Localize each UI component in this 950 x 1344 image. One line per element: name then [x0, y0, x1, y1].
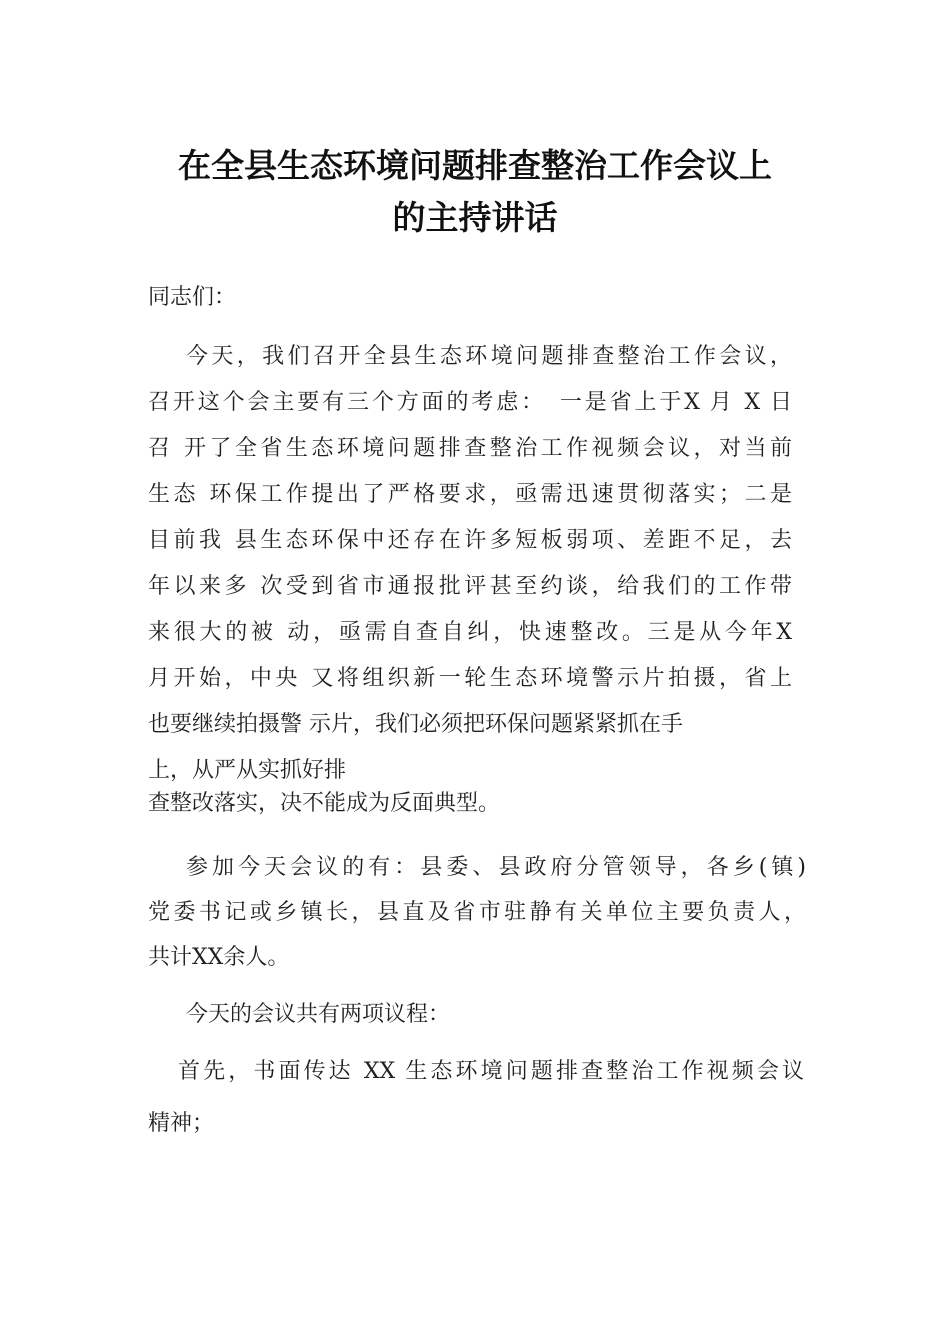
document-title-line-1: 在全县生态环境问题排查整治工作会议上	[178, 146, 772, 185]
paragraph-1-line: 目前我 县生态环保中还存在许多短板弱项、差距不足，去	[148, 528, 792, 553]
paragraph-1-line: 查整改落实，决不能成为反面典型。	[148, 791, 501, 816]
paragraph-2-line: 党委书记或乡镇长，县直及省市驻静有关单位主要负责人，	[148, 900, 806, 925]
paragraph-1-line: 月开始，中央 又将组织新一轮生态环境警示片拍摄，省上	[148, 666, 792, 691]
document-title-line-2: 的主持讲话	[392, 198, 558, 237]
paragraph-1-line: 召 开了全省生态环境问题排查整治工作视频会议，对当前	[148, 436, 792, 461]
paragraph-1-line: 年以来多 次受到省市通报批评甚至约谈，给我们的工作带	[148, 574, 792, 599]
paragraph-1-line: 召开这个会主要有三个方面的考虑： 一是省上于X 月 X 日	[148, 390, 792, 415]
paragraph-2-line: 参加今天会议的有：县委、县政府分管领导，各乡(镇)	[186, 855, 806, 880]
paragraph-1-line: 上，从严从实抓好排	[148, 758, 347, 783]
paragraph-4-line: 首先，书面传达 XX 生态环境问题排查整治工作视频会议	[178, 1059, 804, 1084]
salutation: 同志们：	[148, 285, 237, 310]
paragraph-1-line: 生态 环保工作提出了严格要求，亟需迅速贯彻落实；二是	[148, 482, 792, 507]
paragraph-3: 今天的会议共有两项议程：	[186, 1002, 451, 1027]
paragraph-1-line: 来很大的被 动，亟需自查自纠，快速整改。三是从今年X	[148, 620, 792, 645]
paragraph-1-line: 今天，我们召开全县生态环境问题排查整治工作会议，	[186, 344, 792, 369]
paragraph-4-line: 精神；	[148, 1111, 215, 1136]
paragraph-2-line: 共计XX余人。	[148, 945, 290, 970]
paragraph-1-line: 也要继续拍摄警 示片，我们必须把环保问题紧紧抓在手	[148, 712, 683, 737]
